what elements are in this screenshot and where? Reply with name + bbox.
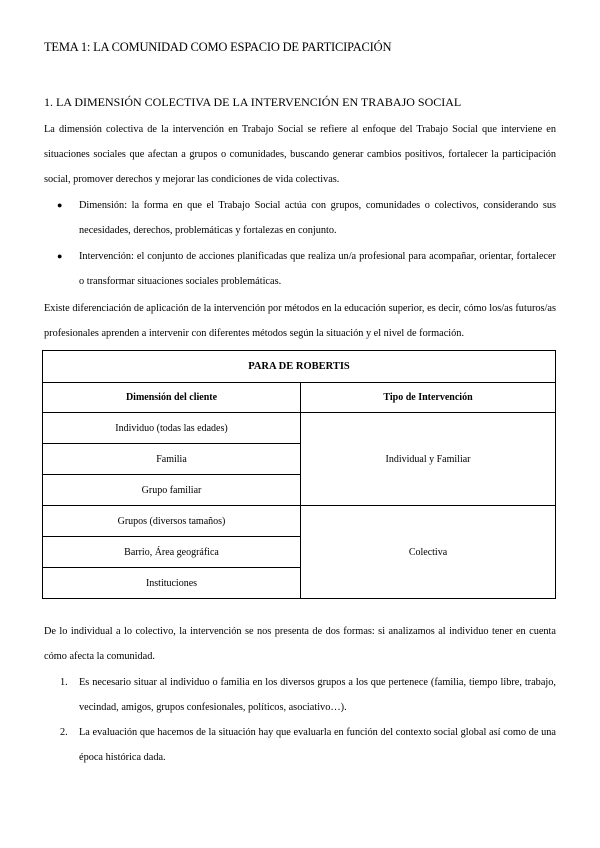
numbered-item-2 (60, 720, 556, 770)
differentiation-paragraph: Existe diferenciación de aplicación de la intervención por métodos en la educación superior, es decir, cómo los/as futuros/as profesionales aprenden a intervenir con diferentes métodos según la situación y el nivel de formación. (44, 303, 556, 339)
intervention-group-individual: Individual y Familiar (301, 413, 556, 506)
table-row (43, 413, 556, 444)
bullet-icon: ● (57, 251, 63, 261)
bullet-text: Intervención: el conjunto de acciones planificadas que realiza un/a profesional para acompañar, orientar, fortalecer o transformar situaciones sociales problemáticas. (79, 251, 556, 287)
table-cell: Familia (43, 444, 301, 475)
column-header-client-dimension: Dimensión del cliente (43, 383, 301, 413)
column-header-intervention-type: Tipo de Intervención (301, 383, 556, 413)
table-row (43, 506, 556, 537)
table-cell: Grupos (diversos tamaños) (43, 506, 301, 537)
list-number: 2. (60, 727, 68, 738)
bullet-item-intervention (57, 244, 556, 294)
list-text: Es necesario situar al individuo o familia en los diversos grupos a los que pertenece (familia, tiempo libre, trabajo, vecindad, amigos, grupos confesionales, políticos, asociativo…). (79, 677, 556, 713)
table-caption: PARA DE ROBERTIS (43, 351, 556, 383)
numbered-item-1 (60, 670, 556, 720)
table-cell: Barrio, Área geográfica (43, 537, 301, 568)
bullet-text: Dimensión: la forma en que el Trabajo Social actúa con grupos, comunidades o colectivos, considerando sus necesidades, derechos, problemáticas y fortalezas en conjunto. (79, 200, 556, 236)
individual-paragraph: De lo individual a lo colectivo, la intervención se nos presenta de dos formas: si analizamos al individuo tener en cuenta cómo afecta la comunidad. (44, 626, 556, 662)
de-robertis-table (42, 350, 556, 599)
list-number: 1. (60, 677, 68, 688)
table-cell: Individuo (todas las edades) (43, 413, 301, 444)
table-cell: Instituciones (43, 568, 301, 599)
intro-paragraph: La dimensión colectiva de la intervención en Trabajo Social se refiere al enfoque del Trabajo Social que interviene en situaciones sociales que afectan a grupos o comunidades, buscando generar cambios positivos, fortalecer la participación social, promover derechos y mejorar las condiciones de vida colectivas. (44, 124, 556, 185)
bullet-item-dimension (57, 193, 556, 243)
intervention-group-collective: Colectiva (301, 506, 556, 599)
table-cell: Grupo familiar (43, 475, 301, 506)
list-text: La evaluación que hacemos de la situación hay que evaluarla en función del contexto social global así como de una época histórica dada. (79, 727, 556, 763)
document-title: TEMA 1: LA COMUNIDAD COMO ESPACIO DE PARTICIPACIÓN (44, 40, 392, 54)
section-heading: 1. LA DIMENSIÓN COLECTIVA DE LA INTERVENCIÓN EN TRABAJO SOCIAL (44, 95, 462, 109)
bullet-icon: ● (57, 200, 63, 210)
